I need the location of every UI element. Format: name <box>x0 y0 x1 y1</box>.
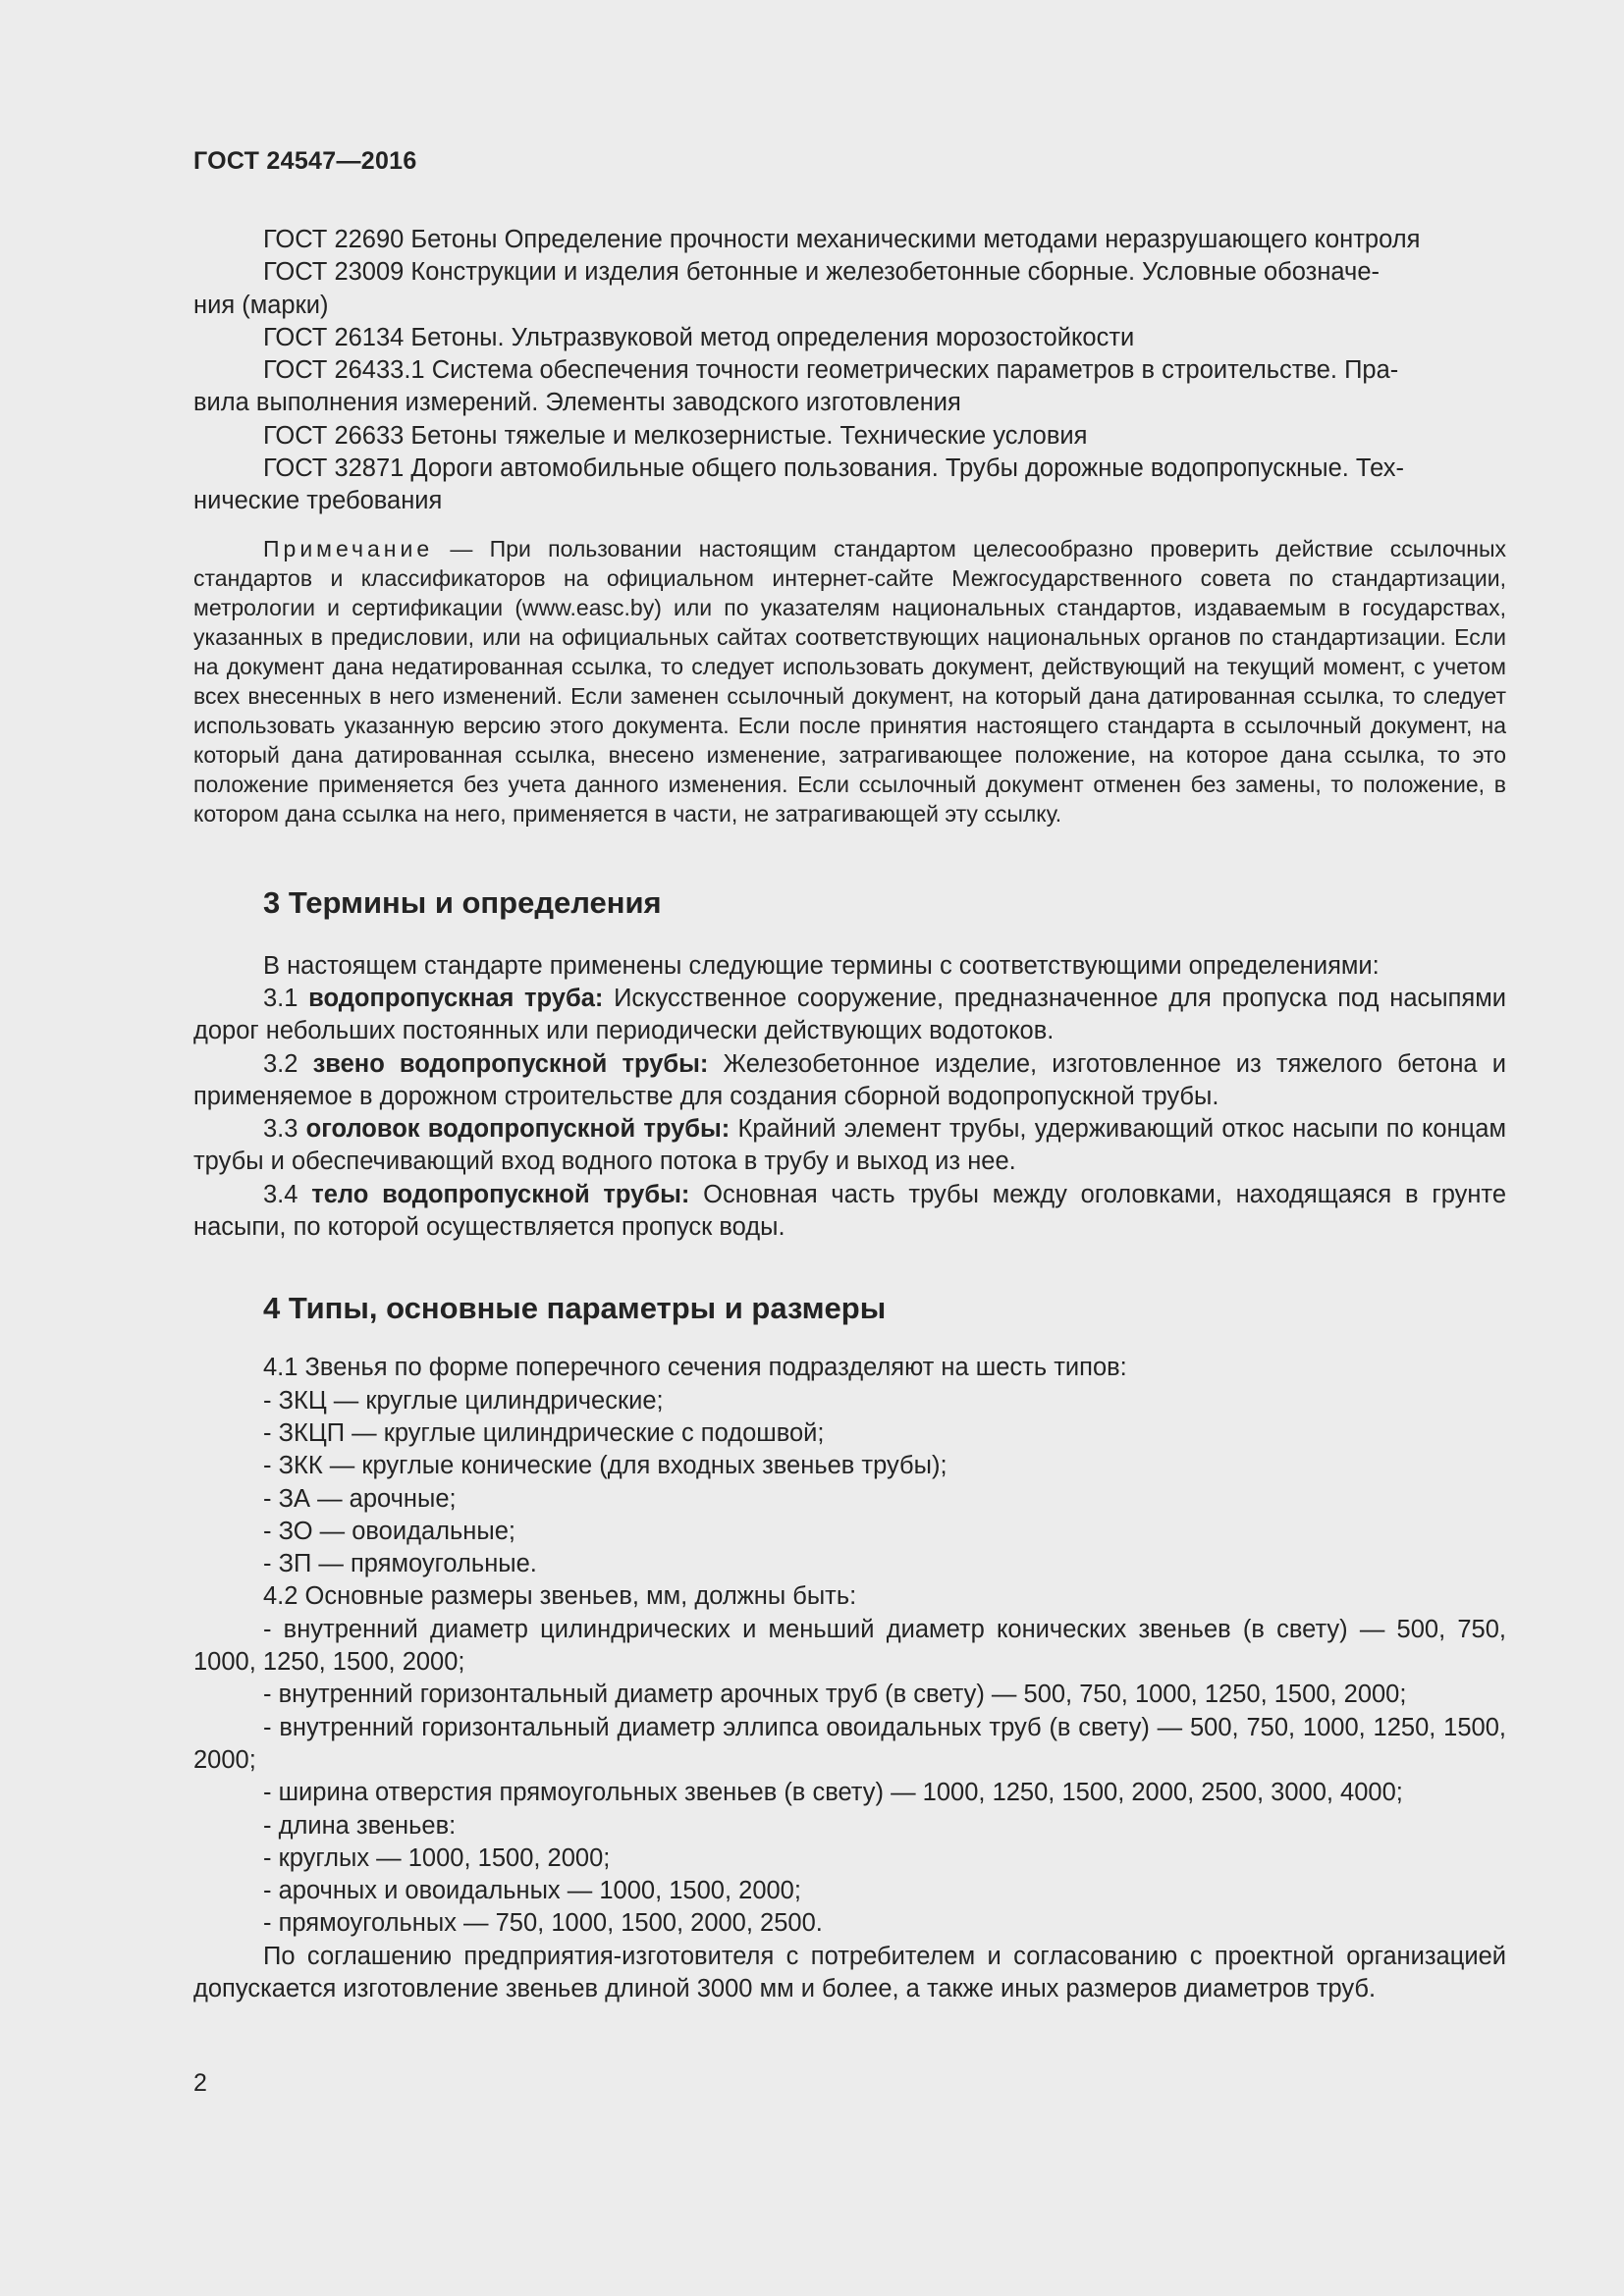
size-item: - круглых — 1000, 1500, 2000; <box>263 1843 611 1872</box>
reference-item: ГОСТ 23009 Конструкции и изделия бетонные и железобетонные сборные. Условные обозначе- ния (марки) <box>193 258 1380 319</box>
references-list <box>193 224 1506 518</box>
size-item: - прямоугольных — 750, 1000, 1500, 2000, 2500. <box>263 1909 823 1938</box>
size-item: - ширина отверстия прямоугольных звеньев (в свету) — 1000, 1250, 1500, 2000, 2500, 3000, 4000; <box>263 1779 1403 1807</box>
type-item: - ЗО — овоидальные; <box>263 1517 515 1545</box>
type-item: - ЗКК — круглые конические (для входных звеньев трубы); <box>263 1452 947 1480</box>
reference-item: ГОСТ 32871 Дороги автомобильные общего пользования. Трубы дорожные водопропускные. Тех- нические требования <box>193 454 1404 515</box>
term-name: оголовок водопропускной трубы: <box>305 1115 731 1144</box>
note-label: Примечание <box>263 535 434 561</box>
type-item: - ЗП — прямоугольные. <box>263 1550 537 1578</box>
term-3-2: 3.2 звено водопропускной трубы: Железобетонное изделие, изготовленное из тяжелого бетона и применяемое в дорожном строительстве для создания сборной водопропускной трубы. <box>193 1049 1506 1110</box>
type-item: - ЗКЦ — круглые цилиндрические; <box>263 1386 664 1415</box>
reference-item: ГОСТ 22690 Бетоны Определение прочности механическими методами неразрушающего контроля <box>263 226 1421 253</box>
reference-item: ГОСТ 26433.1 Система обеспечения точности геометрических параметров в строительстве. Пра- вила выполнения измерений. Элементы заводского изготовления <box>193 356 1399 417</box>
page-number: 2 <box>193 2069 207 2097</box>
term-3-4: 3.4 тело водопропускной трубы: Основная часть трубы между оголовками, находящаяся в грунте насыпи, по которой осуществляется пропуск воды. <box>193 1180 1506 1242</box>
reference-item: ГОСТ 26134 Бетоны. Ультразвуковой метод определения морозостойкости <box>263 323 1135 351</box>
clause-4-2: 4.2 Основные размеры звеньев, мм, должны быть: <box>263 1582 857 1611</box>
term-name: водопропускная труба: <box>308 984 604 1012</box>
term-3-3: 3.3 оголовок водопропускной трубы: Крайний элемент трубы, удерживающий откос насыпи по концам трубы и обеспечивающий вход водного потока в трубу и выход из нее. <box>193 1115 1506 1176</box>
term-name: тело водопропускной трубы: <box>311 1180 690 1208</box>
reference-item: ГОСТ 26633 Бетоны тяжелые и мелкозернистые. Технические условия <box>263 421 1088 450</box>
clause-4-1: 4.1 Звенья по форме поперечного сечения подразделяют на шесть типов: <box>263 1354 1127 1382</box>
term-name: звено водопропускной трубы: <box>312 1049 709 1078</box>
note-text: — При пользовании настоящим стандартом целесообразно проверить действие ссылочных стандартов и классификаторов на официальном интернет-сайте Межгосударственного совета по стандартизации, метрологии и сертификации (www.easc.by) или по указателям национальных стандартов, издаваемым в государствах, указанных в предисловии, или на официальных сайтах соответствующих национальных органов по стандартизации. Если на документ дана недатированная ссылка, то следует использовать документ, действующий на текущий момент, с учетом всех внесенных в него изменений. Если заменен ссылочный документ, на который дана датированная ссылка, то следует использовать указанную версию этого документа. Если после принятия настоящего стандарта в ссылочный документ, на который дана датированная ссылка, внесено изменение, затрагивающее положение, на которое дана ссылка, то это положение применяется без учета данного изменения. Если ссылочный документ отменен без замены, то положение, в котором дана ссылка на него, применяется в части, не затрагивающей эту ссылку. <box>193 535 1506 827</box>
document-header: ГОСТ 24547—2016 <box>193 147 417 175</box>
term-3-1: 3.1 водопропускная труба: Искусственное сооружение, предназначенное для пропуска под насыпями дорог небольших постоянных или периодически действующих водотоков. <box>193 984 1506 1045</box>
note-paragraph <box>193 534 1506 828</box>
size-item: - длина звеньев: <box>263 1811 457 1840</box>
size-item: - внутренний горизонтальный диаметр эллипса овоидальных труб (в свету) — 500, 750, 1000, 1250, 1500, 2000; <box>193 1713 1506 1774</box>
type-item: - ЗКЦП — круглые цилиндрические с подошвой; <box>263 1418 825 1447</box>
size-item: - арочных и овоидальных — 1000, 1500, 2000; <box>263 1877 801 1905</box>
section-3-intro: В настоящем стандарте применены следующие термины с соответствующими определениями: <box>263 951 1380 980</box>
document-body <box>193 224 1506 2005</box>
section-3-heading: 3 Термины и определения <box>263 884 662 920</box>
size-item: - внутренний диаметр цилиндрических и меньший диаметр конических звеньев (в свету) — 500, 750, 1000, 1250, 1500, 2000; <box>193 1615 1506 1677</box>
size-item: - внутренний горизонтальный диаметр арочных труб (в свету) — 500, 750, 1000, 1250, 1500, 2000; <box>263 1681 1407 1709</box>
type-item: - ЗА — арочные; <box>263 1484 457 1513</box>
section-4-heading: 4 Типы, основные параметры и размеры <box>263 1291 887 1326</box>
final-paragraph: По соглашению предприятия-изготовителя с потребителем и согласованию с проектной организацией допускается изготовление звеньев длиной 3000 мм и более, а также иных размеров диаметров труб. <box>193 1942 1506 2002</box>
